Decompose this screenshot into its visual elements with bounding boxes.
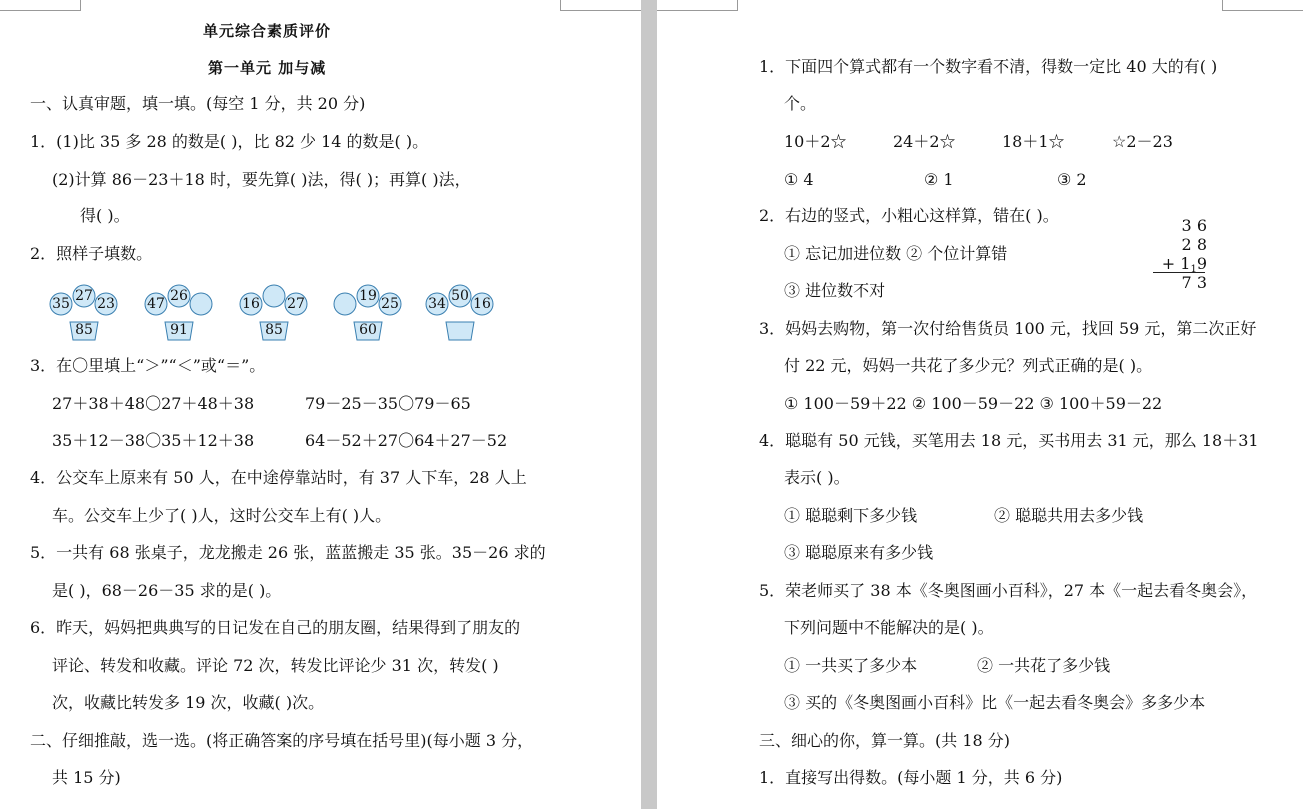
page-corner-mark: [657, 0, 738, 11]
question-4-cont: 车。公交车上少了( )人，这时公交车上有( )人。: [52, 506, 392, 525]
flower-number: 23: [97, 296, 115, 312]
option: ① 聪聪剩下多少钱: [784, 506, 918, 525]
flower-number: 35: [52, 296, 70, 312]
choice-question-4: 4．聪聪有 50 元钱，买笔用去 18 元，买书用去 31 元，那么 18＋31: [759, 431, 1259, 450]
question-5-cont: 是( )，68－26－35 求的是( )。: [52, 581, 282, 600]
option: ③ 买的《冬奥图画小百科》比《一起去看冬奥会》多多少本: [784, 693, 1206, 712]
flower-pot-3: [236, 284, 312, 342]
flower-number: 34: [428, 296, 446, 312]
page-corner-mark: [1222, 0, 1303, 11]
left-page: [0, 0, 641, 809]
section-3-heading: 三、细心的你，算一算。(共 18 分): [759, 731, 1011, 750]
page-corner-mark: [0, 0, 81, 11]
question-6-cont: 次，收藏比转发多 19 次，收藏( )次。: [52, 693, 325, 712]
option: ② 聪聪共用去多少钱: [994, 506, 1144, 525]
flower-number: 27: [287, 296, 305, 312]
option: ③ 聪聪原来有多少钱: [784, 543, 934, 562]
question-3: 3．在〇里填上“＞”“＜”或“＝”。: [30, 356, 266, 375]
option: ③ 进位数不对: [784, 281, 886, 300]
expression: 10＋2☆: [784, 132, 847, 151]
addend-with-carry: [1149, 254, 1207, 273]
choice-question-3: 3．妈妈去购物，第一次付给售货员 100 元，找回 59 元，第二次正好: [759, 319, 1257, 338]
compare-item: 27＋38＋48〇27＋48＋38: [52, 394, 255, 413]
flower-pot-1: [46, 284, 122, 342]
question-1-part-1: 1．(1)比 35 多 28 的数是( )，比 82 少 14 的数是( )。: [30, 132, 429, 151]
sum: 7 3: [1181, 273, 1207, 292]
vertical-addition: [1149, 216, 1207, 292]
right-page: [657, 0, 1303, 809]
flower-number: 25: [381, 296, 399, 312]
pot-number: 60: [359, 322, 377, 338]
flower-number: 50: [451, 288, 469, 304]
flower-number: 16: [473, 296, 491, 312]
addend-digit: 9: [1196, 254, 1207, 273]
flower-number: 26: [170, 288, 188, 304]
unit-subtitle: 第一单元 加与减: [208, 59, 327, 77]
choice-question-4-cont: 表示( )。: [784, 468, 850, 487]
section-2-heading: 二、仔细推敲，选一选。(将正确答案的序号填在括号里)(每小题 3 分，: [30, 731, 534, 750]
choice-question-1: 1．下面四个算式都有一个数字看不清，得数一定比 40 大的有( ): [759, 57, 1218, 76]
expression: 24＋2☆: [893, 132, 956, 151]
question-4: 4．公交车上原来有 50 人，在中途停靠站时，有 37 人下车，28 人上: [30, 468, 527, 487]
expression: 18＋1☆: [1002, 132, 1065, 151]
option: ② 1: [924, 170, 954, 189]
flower-number: 16: [242, 296, 260, 312]
flower-pot-5: [422, 284, 498, 342]
carry-digit: 1: [1190, 264, 1197, 275]
choice-question-5-cont: 下列问题中不能解决的是( )。: [784, 618, 994, 637]
sum-rule: [1153, 272, 1205, 273]
flower-number: 27: [75, 288, 93, 304]
section-2-heading-cont: 共 15 分): [52, 768, 121, 787]
compare-item: 64－52＋27〇64＋27－52: [305, 431, 508, 450]
choice-question-1-cont: 个。: [784, 94, 817, 113]
page-corner-mark: [560, 0, 641, 11]
option: ① 4: [784, 170, 814, 189]
addend: 3 6: [1181, 216, 1207, 235]
compare-item: 35＋12－38〇35＋12＋38: [52, 431, 255, 450]
section-1-heading: 一、认真审题，填一填。(每空 1 分，共 20 分): [30, 94, 366, 113]
choice-question-2: 2．右边的竖式，小粗心这样算，错在( )。: [759, 206, 1059, 225]
flower-number: 19: [359, 288, 377, 304]
pot-number: 91: [170, 322, 188, 338]
option: ① 一共买了多少本: [784, 656, 918, 675]
question-2: 2．照样子填数。: [30, 244, 153, 263]
question-6: 6．昨天，妈妈把典典写的日记发在自己的朋友圈，结果得到了朋友的: [30, 618, 521, 637]
option: ③ 2: [1057, 170, 1087, 189]
question-5: 5．一共有 68 张桌子，龙龙搬走 26 张，蓝蓝搬走 35 张。35－26 求的: [30, 543, 546, 562]
option-row: ① 忘记加进位数 ② 个位计算错: [784, 244, 1008, 263]
expression: ☆2－23: [1112, 132, 1173, 151]
question-1-part-2: (2)计算 86－23＋18 时，要先算( )法，得( )；再算( )法，: [52, 170, 471, 189]
choice-question-3-cont: 付 22 元，妈妈一共花了多少元？列式正确的是( )。: [784, 356, 1153, 375]
flower-pot-2: [141, 284, 217, 342]
compare-item: 79－25－35〇79－65: [305, 394, 471, 413]
pot-number: 85: [75, 322, 93, 338]
question-1-part-2-cont: 得( )。: [80, 206, 130, 225]
option-row: ① 100－59＋22 ② 100－59－22 ③ 100＋59－22: [784, 394, 1163, 413]
question-6-cont: 评论、转发和收藏。评论 72 次，转发比评论少 31 次，转发( ): [52, 656, 499, 675]
section-3-question-1: 1．直接写出得数。(每小题 1 分，共 6 分): [759, 768, 1063, 787]
pot-number: 85: [265, 322, 283, 338]
choice-question-5: 5．荣老师买了 38 本《冬奥图画小百科》，27 本《一起去看冬奥会》，: [759, 581, 1258, 600]
addend: 2 8: [1181, 235, 1207, 254]
document-title: 单元综合素质评价: [203, 22, 332, 40]
option: ② 一共花了多少钱: [977, 656, 1111, 675]
addend-digits: + 1: [1161, 254, 1191, 273]
flower-pot-4: [330, 284, 406, 342]
flower-number: 47: [147, 296, 165, 312]
